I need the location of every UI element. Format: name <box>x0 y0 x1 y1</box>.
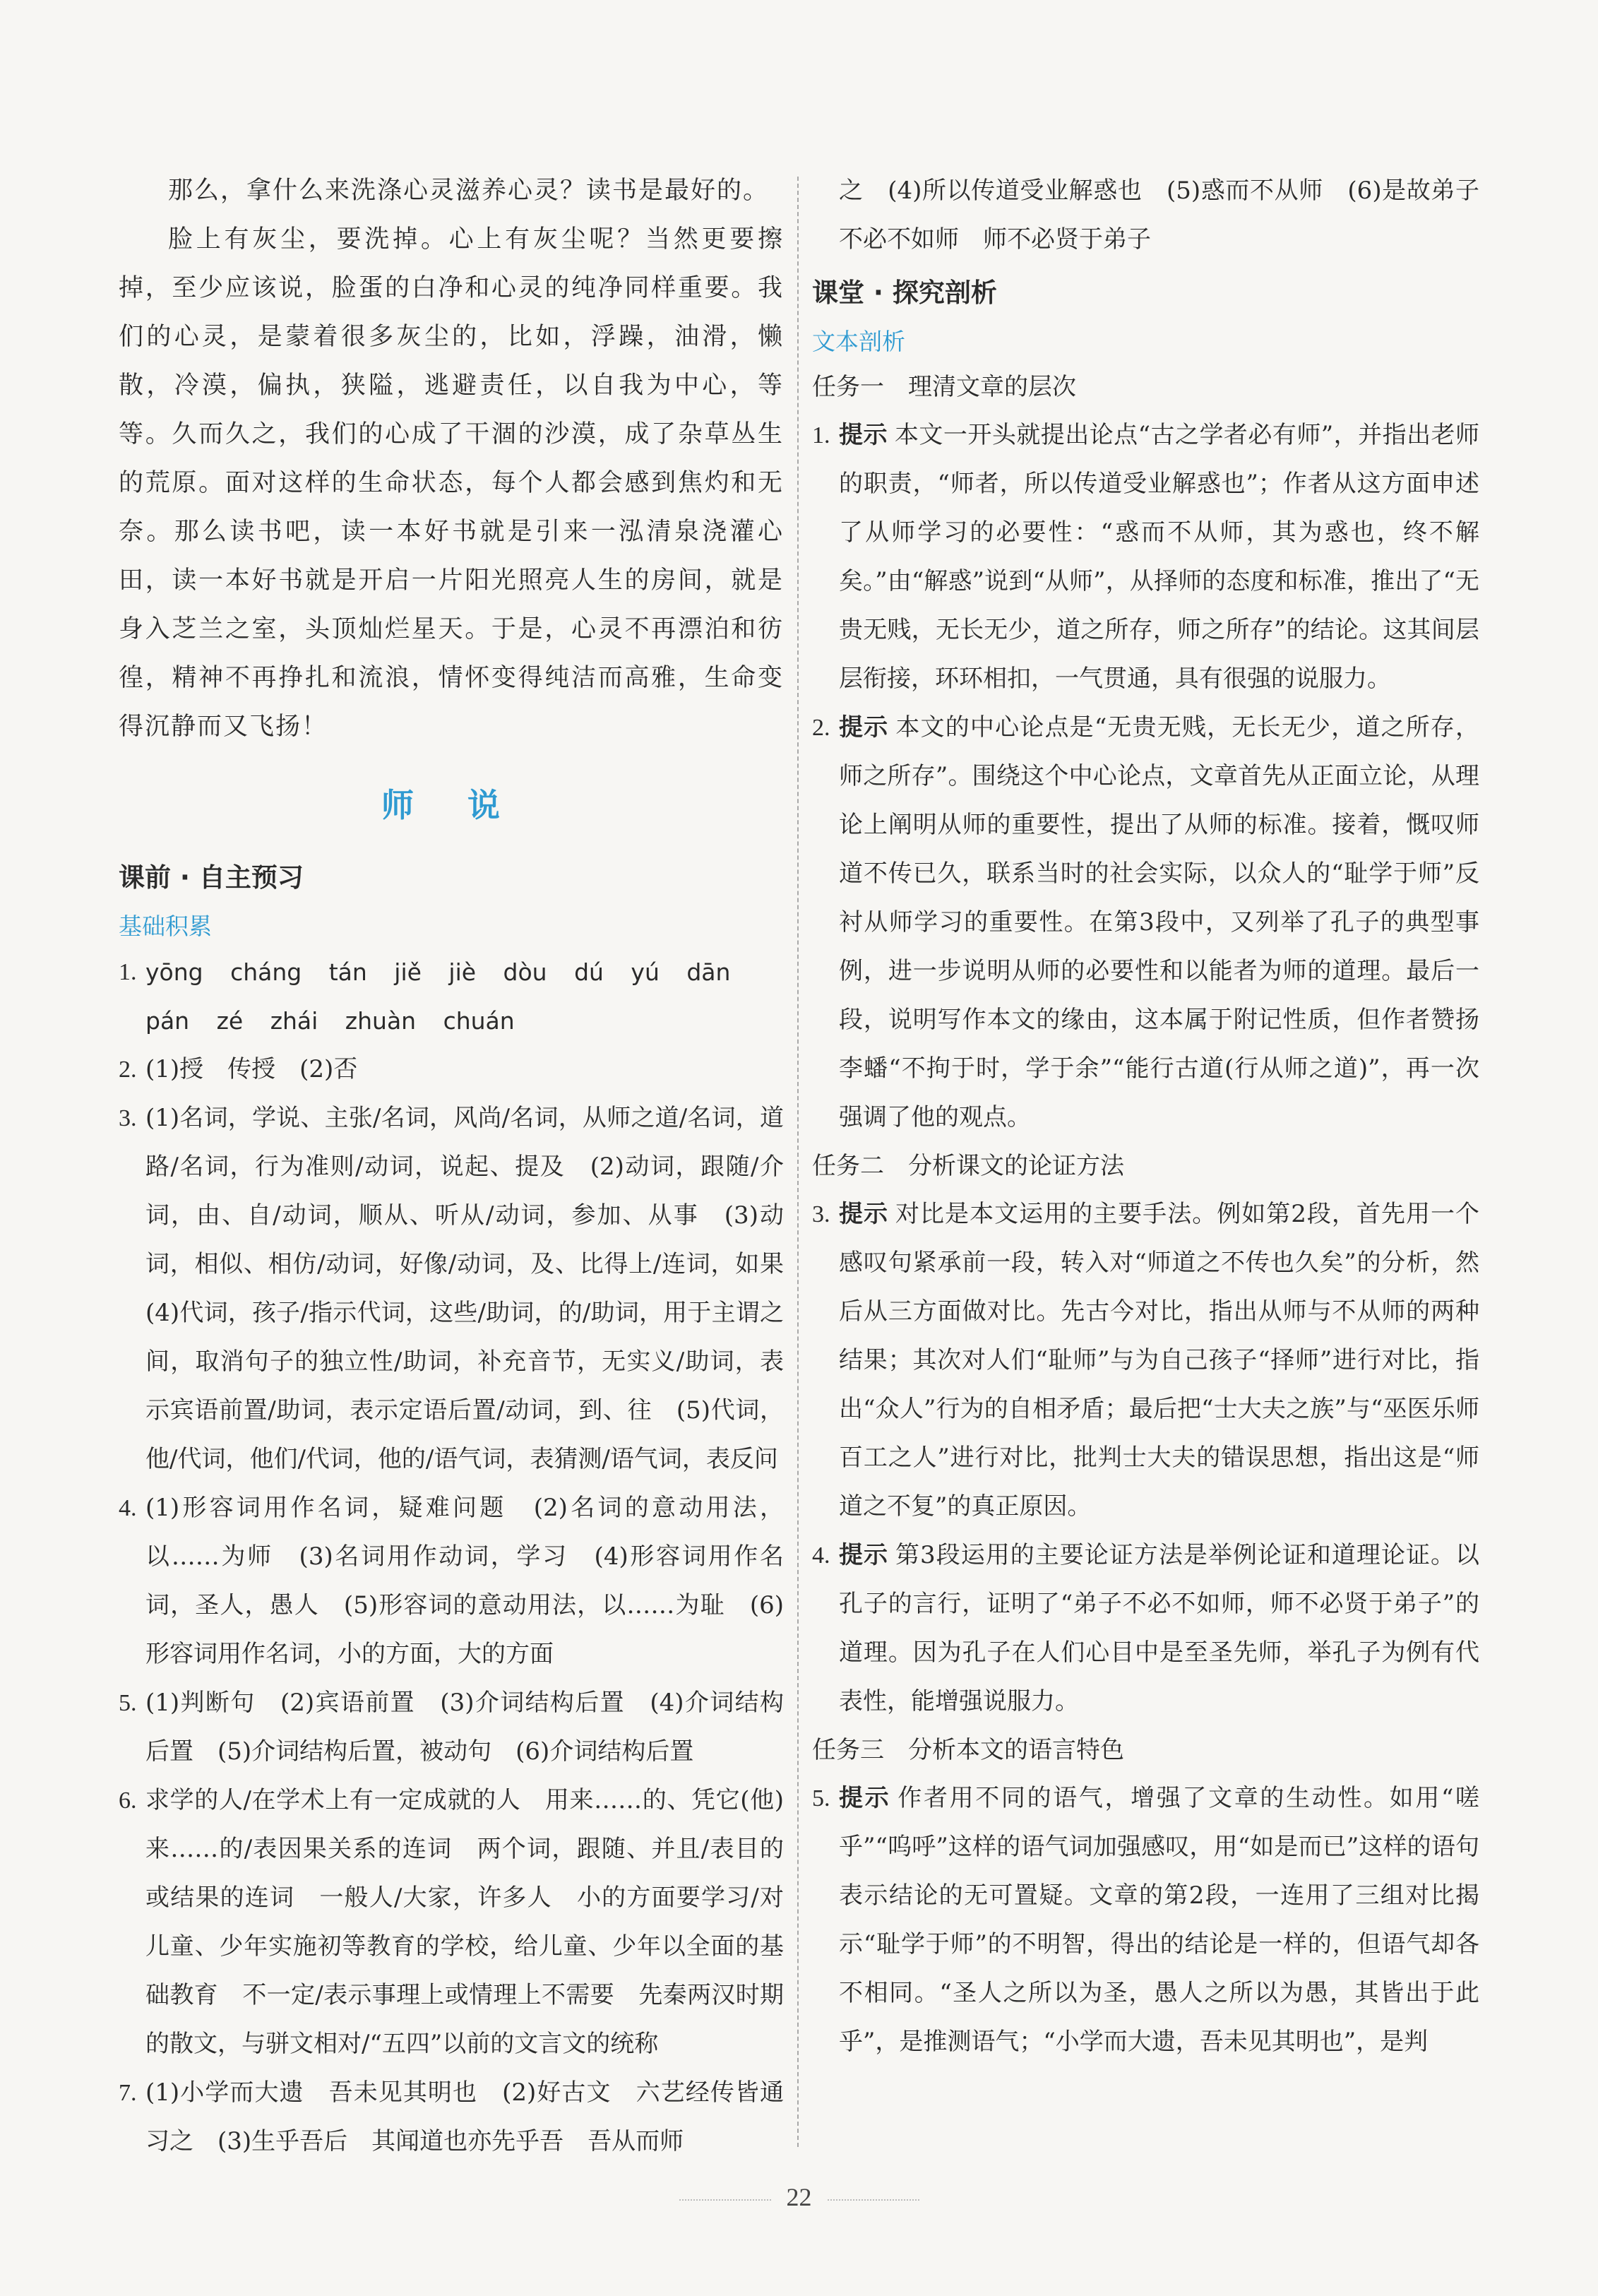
subsection-basic-accumulation: 基础积累 <box>119 912 212 940</box>
list-item: 2. 提示 本文的中心论点是“无贵无贱，无长无少，道之所存，师之所存”。围绕这个中心论点，文章首先从正面立论，从理论上阐明从师的重要性，提出了从师的标准。接着，慨叹师道不传已久，联系当时的社会实际，以众人的“耻学于师”反衬从师学习的重要性。在第3段中，又列举了孔子的典型事例，进一步说明从师的必要性和以能者为师的道理。最后一段，说明写作本文的缘由，这本属于附记性质，但作者赞扬李蟠“不拘于时，学于余”“能行古道(行从师之道)”，再一次强调了他的观点。 <box>812 713 1479 1131</box>
page-number: 22 <box>786 2183 812 2211</box>
tip-label: 提示 <box>839 421 888 449</box>
subsection-text-analysis: 文本剖析 <box>812 328 905 355</box>
tip-label: 提示 <box>839 1784 891 1812</box>
pinyin-line: yōng cháng tán jiě jiè dòu dú yú dān <box>145 958 731 986</box>
list-item <box>119 1484 784 1679</box>
footer-rule-left <box>679 2199 771 2201</box>
item-number: 3. <box>119 1105 137 1131</box>
reading-paragraph-1: 那么，拿什么来洗涤心灵滋养心灵？读书是最好的。 <box>168 177 770 205</box>
item-text: 对比是本文运用的主要手法。例如第2段，首先用一个感叹句紧承前一段，转入对“师道之不传也久矣”的分析，然后从三方面做对比。先古今对比，指出从师与不从师的两种结果；其次对人们“耻师”与为自己孩子“择师”进行对比，指出“众人”行为的自相矛盾；最后把“士大夫之族”与“巫医乐师百工之人”进行对比，批判士大夫的错误思想，指出这是“师道之不复”的真正原因。 <box>839 1200 1479 1521</box>
tip-label: 提示 <box>839 713 889 742</box>
item-text: 本文的中心论点是“无贵无贱，无长无少，道之所存，师之所存”。围绕这个中心论点，文章首先从正面立论，从理论上阐明从师的重要性，提出了从师的标准。接着，慨叹师道不传已久，联系当时的社会实际，以众人的“耻学于师”反衬从师学习的重要性。在第3段中，又列举了孔子的典型事例，进一步说明从师的必要性和以能者为师的道理。最后一段，说明写作本文的缘由，这本属于附记性质，但作者赞扬李蟠“不拘于时，学于余”“能行古道(行从师之道)”，再一次强调了他的观点。 <box>839 713 1479 1131</box>
list-item: 5. 提示 作者用不同的语气，增强了文章的生动性。如用“嗟乎”“呜呼”这样的语气词加强感叹，用“如是而已”这样的语句表示结论的无可置疑。文章的第2段，一连用了三组对比揭示“耻学于师”的不明智，得出的结论是一样的，但语气却各不相同。“圣人之所以为圣，愚人之所以为愚，其皆出于此乎”，是推测语气；“小学而大遗，吾未见其明也”，是判 <box>812 1784 1480 2056</box>
item-text: 第3段运用的主要论证方法是举例论证和道理论证。以孔子的言行，证明了“弟子不必不如师，师不必贤于弟子”的道理。因为孔子在人们心目中是至圣先师，举孔子为例有代表性，能增强说服力。 <box>839 1541 1479 1715</box>
list-item <box>812 167 1479 264</box>
item-7-continuation: 之 (4)所以传道受业解惑也 (5)惑而不从师 (6)是故弟子不必不如师 师不必贤于弟子 <box>839 177 1479 254</box>
item-text: (1)形容词用作名词，疑难问题 (2)名词的意动用法，以……为师 (3)名词用作动词，学习 (4)形容词用作名词，圣人，愚人 (5)形容词的意动用法，以……为耻 (6)形容词用作名词，小的方面，大的方面 <box>145 1494 784 1668</box>
item-number: 6. <box>119 1788 137 1814</box>
item-number: 4. <box>119 1495 137 1521</box>
item-text: (1)判断句 (2)宾语前置 (3)介词结构后置 (4)介词结构后置 (5)介词结构后置，被动句 (6)介词结构后置 <box>145 1689 784 1766</box>
right-column <box>812 167 1479 2066</box>
item-text: (1)小学而大遗 吾未见其明也 (2)好古文 六艺经传皆通习之 (3)生乎吾后 其闻道也亦先乎吾 吾从而师 <box>145 2078 784 2155</box>
left-column <box>119 167 808 2166</box>
tip-label: 提示 <box>839 1200 889 1228</box>
list-item <box>119 1679 784 1776</box>
task-heading: 任务三 分析本文的语言特色 <box>812 1736 1124 1764</box>
item-number: 1. <box>119 959 137 985</box>
list-item: 1. 提示 本文一开头就提出论点“古之学者必有师”，并指出老师的职责，“师者，所以传道受业解惑也”；作者从这方面申述了从师学习的必要性：“惑而不从师，其为惑也，终不解矣。”由“解惑”说到“从师”，从择师的态度和标准，推出了“无贵无贱，无长无少，道之所存，师之所存”的结论。这其间层层衔接，环环相扣，一气贯通，具有很强的说服力。 <box>812 421 1480 693</box>
item-text: 作者用不同的语气，增强了文章的生动性。如用“嗟乎”“呜呼”这样的语气词加强感叹，用“如是而已”这样的语句表示结论的无可置疑。文章的第2段，一连用了三组对比揭示“耻学于师”的不明智，得出的结论是一样的，但语气却各不相同。“圣人之所以为圣，愚人之所以为愚，其皆出于此乎”，是推测语气；“小学而大遗，吾未见其明也”，是判 <box>839 1784 1480 2056</box>
item-number: 5. <box>119 1690 137 1716</box>
item-text: 求学的人/在学术上有一定成就的人 用来……的、凭它(他)来……的/表因果关系的连词 两个词，跟随、并且/表目的或结果的连词 一般人/大家，许多人 小的方面要学习/对儿童、少年实施初等教育的学校，给儿童、少年以全面的基础教育 不一定/表示事理上或情理上不需要 先秦两汉时期的散文，与骈文相对/“五四”以前的文言文的统称 <box>145 1786 784 2058</box>
list-item <box>119 2069 784 2166</box>
list-item <box>119 948 784 1045</box>
column-divider <box>797 177 799 2147</box>
section-title-preview: 课前 · 自主预习 <box>119 862 304 893</box>
page-footer <box>0 2182 1598 2212</box>
task-heading: 任务一 理清文章的层次 <box>812 373 1076 401</box>
tip-label: 提示 <box>839 1541 889 1569</box>
task-heading: 任务二 分析课文的论证方法 <box>812 1152 1124 1180</box>
item-text: (1)授 传授 (2)否 <box>145 1055 358 1083</box>
list-item <box>119 1094 808 1484</box>
section-title-classroom: 课堂 · 探究剖析 <box>812 278 997 308</box>
list-item <box>119 1045 784 1094</box>
list-item: 4. 提示 第3段运用的主要论证方法是举例论证和道理论证。以孔子的言行，证明了“弟子不必不如师，师不必贤于弟子”的道理。因为孔子在人们心目中是至圣先师，举孔子为例有代表性，能增强说服力。 <box>812 1541 1479 1715</box>
item-text: 本文一开头就提出论点“古之学者必有师”，并指出老师的职责，“师者，所以传道受业解惑也”；作者从这方面申述了从师学习的必要性：“惑而不从师，其为惑也，终不解矣。”由“解惑”说到“从师”，从择师的态度和标准，推出了“无贵无贱，无长无少，道之所存，师之所存”的结论。这其间层层衔接，环环相扣，一气贯通，具有很强的说服力。 <box>839 421 1480 693</box>
reading-paragraph-2: 脸上有灰尘，要洗掉。心上有灰尘呢？当然更要擦掉，至少应该说，脸蛋的白净和心灵的纯净同样重要。我们的心灵，是蒙着很多灰尘的，比如，浮躁，油滑，懒散，冷漠，偏执，狭隘，逃避责任，以自我为中心，等等。久而久之，我们的心成了干涸的沙漠，成了杂草丛生的荒原。面对这样的生命状态，每个人都会感到焦灼和无奈。那么读书吧，读一本好书就是引来一泓清泉浇灌心田，读一本好书就是开启一片阳光照亮人生的房间，就是身入芝兰之室，头顶灿烂星天。于是，心灵不再漂泊和彷徨，精神不再挣扎和流浪，情怀变得纯洁而高雅，生命变得沉静而又飞扬！ <box>119 225 784 741</box>
footer-rule-right <box>828 2199 919 2201</box>
item-number: 7. <box>119 2080 137 2106</box>
pinyin-line: pán zé zhái zhuàn chuán <box>145 1007 515 1035</box>
article-title: 师 说 <box>381 786 521 824</box>
item-number: 2. <box>119 1057 137 1083</box>
list-item: 3. 提示 对比是本文运用的主要手法。例如第2段，首先用一个感叹句紧承前一段，转入对“师道之不传也久矣”的分析，然后从三方面做对比。先古今对比，指出从师与不从师的两种结果；其次对人们“耻师”与为自己孩子“择师”进行对比，指出“众人”行为的自相矛盾；最后把“士大夫之族”与“巫医乐师百工之人”进行对比，批判士大夫的错误思想，指出这是“师道之不复”的真正原因。 <box>812 1200 1479 1521</box>
list-item <box>119 1776 784 2069</box>
item-text: (1)名词，学说、主张/名词，风尚/名词，从师之道/名词，道路/名词，行为准则/动词，说起、提及 (2)动词，跟随/介词，由、自/动词，顺从、听从/动词，参加、从事 (3)动词，相似、相仿/动词，好像/动词，及、比得上/连词，如果 (4)代词，孩子/指示代词，这些/助词，的/助词，用于主谓之间，取消句子的独立性/助词，补充音节，无实义/助词，表示宾语前置/助词，表示定语后置/动词，到、往 (5)代词，他/代词，他们/代词，他的/语气词，表猜测/语气词，表反问 <box>145 1104 808 1473</box>
